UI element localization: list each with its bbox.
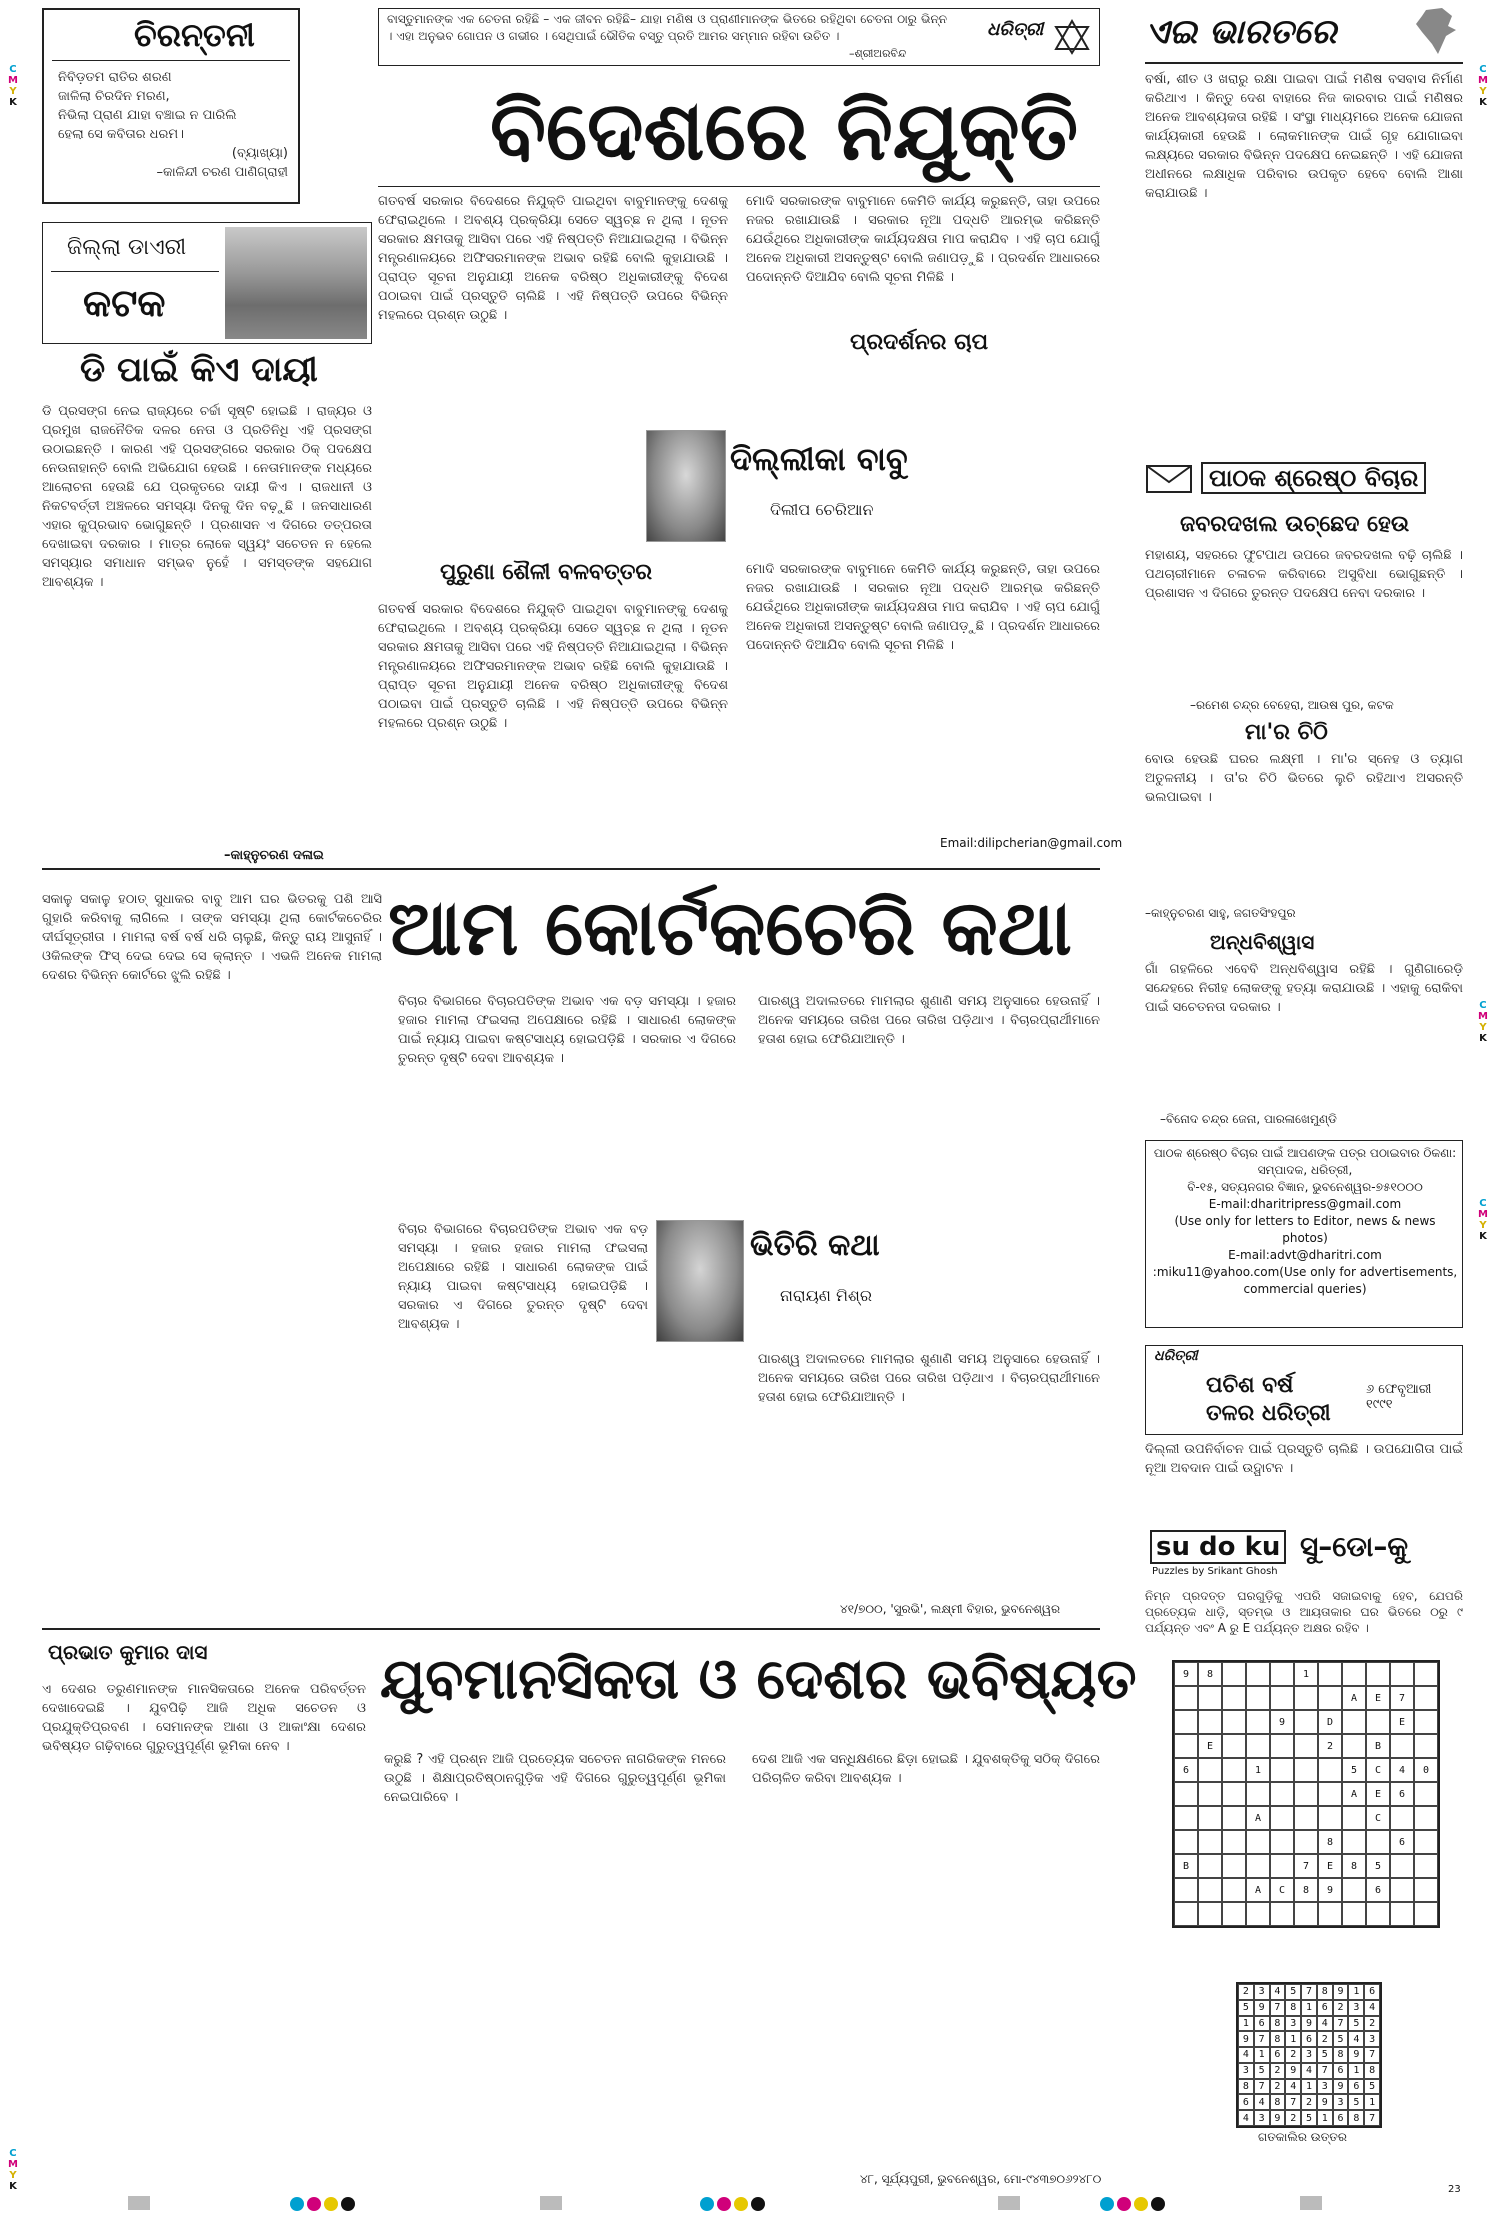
years-title: ପଚିଶ ବର୍ଷ ତଳର ଧରିତ୍ରୀ (1206, 1373, 1331, 1426)
solution-cell: 8 (1270, 2016, 1286, 2032)
article3-byline: ପ୍ରଭାତ କୁମାର ଦାସ (48, 1640, 208, 1664)
sudoku-odia-title: ସୁ–ଡୋ–କୁ (1300, 1530, 1409, 1563)
sudoku-cell[interactable] (1198, 1830, 1222, 1854)
solution-cell: 7 (1301, 1984, 1317, 2000)
sudoku-cell[interactable]: 7 (1390, 1686, 1414, 1710)
sudoku-cell[interactable] (1342, 1878, 1366, 1902)
sudoku-cell[interactable]: A (1342, 1782, 1366, 1806)
solution-cell: 7 (1254, 2031, 1270, 2047)
years-date: ୬ ଫେବୃଆରୀ ୧୯୯୧ (1366, 1382, 1432, 1412)
sudoku-cell[interactable] (1318, 1782, 1342, 1806)
letter2-sign: –କାହ୍ନୁଚରଣ ସାହୁ, ଜଗତସିଂହପୁର (1145, 906, 1296, 920)
solution-cell: 7 (1364, 2047, 1380, 2063)
sudoku-cell[interactable]: E (1318, 1854, 1342, 1878)
letter1-title: ଜବରଦଖଲ ଉଚ୍ଛେଦ ହେଉ (1180, 512, 1410, 537)
solution-cell: 1 (1348, 1984, 1364, 2000)
cmyk-marker: C M Y K (1478, 1000, 1488, 1044)
letter1-sign: –ରମେଶ ଚନ୍ଦ୍ର ବେହେରା, ଆଉଷ ପୁର, କଟକ (1190, 698, 1394, 712)
article2-col3: ପାରଶ୍ୱ ଅଦାଲତରେ ମାମଲାର ଶୁଣାଣି ସମୟ ଅନୁସାରେ ହେଉନାହିଁ । ଅନେକ ସମୟରେ ତାରିଖ ପରେ ତାରିଖ ପଡ଼ିଥାଏ । ବିଚାରପ୍ରାର୍ଥୀମାନେ ହତାଶ ହୋଇ ଫେରିଯାଆନ୍ତି । (758, 994, 1100, 1047)
sudoku-cell[interactable] (1270, 1734, 1294, 1758)
columnist-name: ଦିଲୀପ ଚେରିଆନ (770, 500, 874, 519)
sudoku-cell[interactable] (1174, 1710, 1198, 1734)
sudoku-cell[interactable] (1198, 1686, 1222, 1710)
solution-cell: 4 (1364, 2000, 1380, 2016)
columnist-title: ଦିଲ୍ଲୀକା ବାବୁ (730, 440, 908, 478)
years-ago-box (1145, 1345, 1463, 1435)
poem-line: ନିବିଡ଼ତମ ରାତିର ଶରଣ (58, 70, 172, 85)
solution-cell: 5 (1238, 2000, 1254, 2016)
sudoku-cell[interactable] (1414, 1710, 1438, 1734)
years-text: ଦିଲ୍ଲୀ ଉପନିର୍ବାଚନ ପାଇଁ ପ୍ରସ୍ତୁତି ଚାଲିଛି । ଉପଯୋଗିତା ପାଇଁ ନୂଆ ଅବଦାନ ପାଇଁ ଉଦ୍ଘାଟନ । (1145, 1442, 1463, 1476)
sudoku-cell[interactable]: E (1366, 1782, 1390, 1806)
article1-byline: –କାହ୍ନୁଚରଣ ଦଳାଇ (224, 848, 324, 863)
cmyk-marker: C M Y K (1478, 1198, 1488, 1242)
sudoku-cell[interactable] (1222, 1710, 1246, 1734)
solution-cell: 2 (1270, 2079, 1286, 2095)
pathaka-banner (1145, 460, 1463, 500)
poem-line: ଜାଳିଲା ଚିରଦିନ ମରଣ, (58, 89, 170, 104)
sudoku-cell[interactable]: A (1246, 1878, 1270, 1902)
sudoku-cell[interactable] (1366, 1830, 1390, 1854)
sudoku-cell[interactable] (1414, 1686, 1438, 1710)
solution-cell: 1 (1238, 2016, 1254, 2032)
sudoku-cell[interactable] (1246, 1734, 1270, 1758)
solution-cell: 1 (1254, 2047, 1270, 2063)
sudoku-cell[interactable] (1318, 1806, 1342, 1830)
sudoku-cell[interactable] (1390, 1902, 1414, 1926)
solution-cell: 1 (1348, 2063, 1364, 2079)
solution-cell: 9 (1333, 2079, 1349, 2095)
sudoku-cell[interactable] (1294, 1758, 1318, 1782)
letter3-title: ଅନ୍ଧବିଶ୍ୱାସ (1210, 930, 1315, 954)
solution-cell: 8 (1333, 2047, 1349, 2063)
sudoku-cell[interactable] (1174, 1830, 1198, 1854)
solution-cell: 7 (1333, 2016, 1349, 2032)
solution-cell: 3 (1364, 2031, 1380, 2047)
sudoku-cell[interactable] (1414, 1734, 1438, 1758)
solution-cell: 7 (1317, 2063, 1333, 2079)
sudoku-header (1150, 1530, 1463, 1582)
sudoku-cell[interactable] (1294, 1686, 1318, 1710)
solution-cell: 3 (1254, 1984, 1270, 2000)
solution-cell: 6 (1270, 2047, 1286, 2063)
solution-cell: 2 (1301, 2094, 1317, 2110)
sudoku-cell[interactable] (1342, 1662, 1366, 1686)
solution-cell: 9 (1238, 2031, 1254, 2047)
solution-cell: 9 (1285, 2063, 1301, 2079)
sudoku-cell[interactable]: 6 (1390, 1782, 1414, 1806)
sudoku-cell[interactable] (1174, 1782, 1198, 1806)
article2-headline: ଆମ କୋର୍ଟକଚେରି କଥା (388, 883, 1072, 972)
sudoku-cell[interactable]: E (1390, 1710, 1414, 1734)
sudoku-cell[interactable]: 9 (1174, 1662, 1198, 1686)
solution-cell: 8 (1285, 2000, 1301, 2016)
sudoku-cell[interactable] (1270, 1662, 1294, 1686)
misc-email-link[interactable]: :miku11@yahoo.com(Use only for advertisements, commercial queries) (1152, 1265, 1458, 1296)
solution-cell: 6 (1348, 2079, 1364, 2095)
sudoku-cell[interactable] (1294, 1734, 1318, 1758)
article2-col2-lower: ବିଚାର ବିଭାଗରେ ବିଚାରପତିଙ୍କ ଅଭାବ ଏକ ବଡ଼ ସମସ୍ୟା । ହଜାର ହଜାର ମାମଲା ଫଇସଲା ଅପେକ୍ଷାରେ ରହିଛି । ସାଧାରଣ ଲୋକଙ୍କ ପାଇଁ ନ୍ୟାୟ ପାଇବା କଷ୍ଟସାଧ୍ୟ ହୋଇପଡ଼ିଛି । ସରକାର ଏ ଦିଗରେ ତୁରନ୍ତ ଦୃଷ୍ଟି ଦେବା ଆବଶ୍ୟକ । (398, 1222, 648, 1332)
solution-cell: 1 (1364, 2094, 1380, 2110)
solution-cell: 8 (1270, 2094, 1286, 2110)
sudoku-cell[interactable]: 6 (1390, 1830, 1414, 1854)
cmyk-marker: C M Y K (1478, 64, 1488, 108)
solution-cell: 4 (1270, 1984, 1286, 2000)
solution-cell: 5 (1348, 2016, 1364, 2032)
article2-body-lower: ଗତବର୍ଷ ସରକାର ବିଦେଶରେ ନିଯୁକ୍ତି ପାଇଥିବା ବାବୁମାନଙ୍କୁ ଦେଶକୁ ଫେରାଇଥିଲେ । ଅବଶ୍ୟ ପ୍ରକ୍ରିୟା ସେତେ ସ୍ୱଚ୍ଛ ନ ଥିଲା । ନୂତନ ସରକାର କ୍ଷମତାକୁ ଆସିବା ପରେ ଏହି ନିଷ୍ପତ୍ତି ନିଆଯାଇଥିଲା । ବିଭିନ୍ନ ମନ୍ତ୍ରଣାଳୟରେ ଅଫିସରମାନଙ୍କ ଅଭାବ ରହିଛି ବୋଲି କୁହାଯାଉଛି । ପ୍ରାପ୍ତ ସୂଚନା ଅନୁଯାୟୀ ଅନେକ ବରିଷ୍ଠ ଅଧିକାରୀଙ୍କୁ ବିଦେଶ ପଠାଇବା ପାଇଁ ପ୍ରସ୍ତୁତି ଚାଲିଛି । ଏହି ନିଷ୍ପତ୍ତି ଉପରେ ବିଭିନ୍ନ ମହଲରେ ପ୍ରଶ୍ନ ଉଠୁଛି । (378, 602, 728, 731)
sudoku-cell[interactable] (1414, 1782, 1438, 1806)
sudoku-cell[interactable] (1246, 1686, 1270, 1710)
sudoku-cell[interactable]: E (1198, 1734, 1222, 1758)
poem-author: –କାଳିନ୍ଦୀ ଚରଣ ପାଣିଗ୍ରାହୀ (156, 165, 288, 180)
sudoku-cell[interactable] (1222, 1878, 1246, 1902)
sudoku-cell[interactable] (1390, 1734, 1414, 1758)
sudoku-rules: ନିମ୍ନ ପ୍ରଦତ୍ତ ଘରଗୁଡ଼ିକୁ ଏପରି ସଜାଇବାକୁ ହେବ, ଯେପରି ପ୍ରତ୍ୟେକ ଧାଡ଼ି, ସ୍ତମ୍ଭ ଓ ଆୟତାକାର ଘର ଭିତରେ ୦ରୁ ୯ ପର୍ଯ୍ୟନ୍ତ ଏବଂ A ରୁ E ପର୍ଯ୍ୟନ୍ତ ଅକ୍ଷର ରହିବ । (1145, 1589, 1463, 1635)
sudoku-cell[interactable] (1246, 1662, 1270, 1686)
solution-cell: 4 (1317, 2016, 1333, 2032)
poem-title: ଚିରନ୍ତନୀ (134, 16, 255, 54)
solution-cell: 2 (1333, 2000, 1349, 2016)
solution-cell: 9 (1317, 2094, 1333, 2110)
solution-cell: 4 (1301, 2063, 1317, 2079)
article2-col2: ବିଚାର ବିଭାଗରେ ବିଚାରପତିଙ୍କ ଅଭାବ ଏକ ବଡ଼ ସମସ୍ୟା । ହଜାର ହଜାର ମାମଲା ଫଇସଲା ଅପେକ୍ଷାରେ ରହିଛି । ସାଧାରଣ ଲୋକଙ୍କ ପାଇଁ ନ୍ୟାୟ ପାଇବା କଷ୍ଟସାଧ୍ୟ ହୋଇପଡ଼ିଛି । ସରକାର ଏ ଦିଗରେ ତୁରନ୍ତ ଦୃଷ୍ଟି ଦେବା ଆବଶ୍ୟକ । (398, 994, 736, 1066)
sudoku-cell[interactable] (1414, 1830, 1438, 1854)
sudoku-cell[interactable] (1198, 1806, 1222, 1830)
solution-cell: 4 (1348, 2031, 1364, 2047)
solution-cell: 7 (1285, 2094, 1301, 2110)
sudoku-cell[interactable]: C (1366, 1806, 1390, 1830)
sudoku-cell[interactable] (1270, 1806, 1294, 1830)
solution-cell: 3 (1317, 2079, 1333, 2095)
solution-cell: 7 (1364, 2110, 1380, 2126)
sudoku-cell[interactable] (1342, 1902, 1366, 1926)
sudoku-cell[interactable] (1222, 1902, 1246, 1926)
article2-col1: ସକାଳୁ ସକାଳୁ ହଠାତ୍ ସୁଧାକର ବାବୁ ଆମ ଘର ଭିତରକୁ ପଶି ଆସି ଗୁହାରି କରିବାକୁ ଲାଗିଲେ । ତାଙ୍କ ସମସ୍ୟା ଥିଲା କୋର୍ଟକଚେରିର ଦୀର୍ଘସୂତ୍ରୀତା । ମାମଲା ବର୍ଷ ବର୍ଷ ଧରି ଚାଲୁଛି, କିନ୍ତୁ ରାୟ ଆସୁନାହିଁ । ଓକିଲଙ୍କ ଫିସ୍ ଦେଇ ଦେଇ ସେ କ୍ଲାନ୍ତ । ଏଭଳି ଅନେକ ମାମଲା ଦେଶର ବିଭିନ୍ନ କୋର୍ଟରେ ଝୁଲି ରହିଛି । (42, 892, 382, 983)
editor-email-note: (Use only for letters to Editor, news & news photos) (1174, 1214, 1436, 1245)
poem-box (42, 8, 300, 204)
sudoku-cell[interactable] (1342, 1734, 1366, 1758)
solution-cell: 6 (1301, 2031, 1317, 2047)
solution-cell: 6 (1238, 2094, 1254, 2110)
article1-body: ଡି ପ୍ରସଙ୍ଗ ନେଇ ରାଜ୍ୟରେ ଚର୍ଚ୍ଚା ସୃଷ୍ଟି ହୋଇଛି । ରାଜ୍ୟର ଓ ପ୍ରମୁଖ ରାଜନୈତିକ ଦଳର ନେତା ଓ ପ୍ରତିନିଧି ଏହି ପ୍ରସଙ୍ଗ ଉଠାଇଛନ୍ତି । କାରଣ ଏହି ପ୍ରସଙ୍ଗରେ ସରକାର ଠିକ୍ ପଦକ୍ଷେପ ନେଉନାହାନ୍ତି ବୋଲି ଅଭିଯୋଗ ହେଉଛି । ନେତାମାନଙ୍କ ମଧ୍ୟରେ ଆଲୋଚନା ହେଉଛି ଯେ ପ୍ରକୃତରେ ଦାୟୀ କିଏ । ରାଜଧାନୀ ଓ ନିକଟବର୍ତ୍ତୀ ଅଞ୍ଚଳରେ ସମସ୍ୟା ଦିନକୁ ଦିନ ବଢ଼ୁଛି । ଜନସାଧାରଣ ଏହାର କୁପ୍ରଭାବ ଭୋଗୁଛନ୍ତି । ପ୍ରଶାସନ ଏ ଦିଗରେ ତତ୍ପରତା ଦେଖାଇବା ଦରକାର । ମାତ୍ର ଲୋକେ ସ୍ୱୟଂ ସଚେତନ ନ ହେଲେ ସମସ୍ୟାର ସମାଧାନ ସମ୍ଭବ ନୁହେଁ । ସମସ୍ତଙ୍କ ସହଯୋଗ ଆବଶ୍ୟକ । (42, 404, 372, 590)
solution-cell: 5 (1317, 2047, 1333, 2063)
sudoku-cell[interactable] (1390, 1662, 1414, 1686)
solution-cell: 9 (1301, 2016, 1317, 2032)
cmyk-marker: C M Y K (8, 64, 18, 108)
solution-cell: 9 (1254, 2000, 1270, 2016)
sudoku-cell[interactable] (1246, 1830, 1270, 1854)
sudoku-cell[interactable]: 7 (1294, 1854, 1318, 1878)
solution-cell: 2 (1270, 2063, 1286, 2079)
sudoku-title: su do ku (1150, 1530, 1286, 1564)
solution-cell: 6 (1317, 2000, 1333, 2016)
solution-cell: 3 (1238, 2063, 1254, 2079)
address-line: ସମ୍ପାଦକ, ଧରିତ୍ରୀ, (1257, 1163, 1353, 1177)
sudoku-cell[interactable] (1174, 1686, 1198, 1710)
article2-address: ୪୧/୭୦୦, 'ସୁରଭି', ଲକ୍ଷ୍ମୀ ବିହାର, ଭୁବନେଶ୍ୱର (840, 1602, 1061, 1616)
solution-cell: 8 (1348, 2110, 1364, 2126)
sudoku-cell[interactable]: A (1246, 1806, 1270, 1830)
sudoku-cell[interactable] (1294, 1710, 1318, 1734)
sudoku-cell[interactable]: 9 (1270, 1710, 1294, 1734)
solution-cell: 2 (1238, 1984, 1254, 2000)
sudoku-cell[interactable]: A (1342, 1686, 1366, 1710)
sudoku-cell[interactable] (1246, 1902, 1270, 1926)
solution-cell: 5 (1254, 2063, 1270, 2079)
solution-cell: 4 (1238, 2110, 1254, 2126)
sudoku-cell[interactable] (1174, 1806, 1198, 1830)
sudoku-cell[interactable] (1222, 1854, 1246, 1878)
solution-cell: 8 (1317, 1984, 1333, 2000)
letter3-sign: –ବିନୋଦ ଚନ୍ଦ୍ର ଜେନା, ପାରଳାଖେମୁଣ୍ଡି (1160, 1112, 1337, 1126)
letter3-body: ଗାଁ ଗହଳିରେ ଏବେବି ଅନ୍ଧବିଶ୍ୱାସ ରହିଛି । ଗୁଣିଗାରେଡ଼ି ସନ୍ଦେହରେ ନିରୀହ ଲୋକଙ୍କୁ ହତ୍ୟା କରାଯାଉଛି । ଏହାକୁ ରୋକିବା ପାଇଁ ସଚେତନତା ଦରକାର । (1145, 962, 1463, 1015)
editor-email-link[interactable]: E-mail:dharitripress@gmail.com (1208, 1197, 1402, 1211)
sudoku-cell[interactable] (1270, 1830, 1294, 1854)
sudoku-cell[interactable] (1222, 1734, 1246, 1758)
poem-line: ନିଭିଲା ପ୍ରାଣ ଯାହା ବଞ୍ଚାଇ ନ ପାରିଲି (58, 108, 237, 123)
sudoku-cell[interactable]: D (1318, 1710, 1342, 1734)
article3-address: ୪୮, ସୂର୍ଯ୍ୟପୁରୀ, ଭୁବନେଶ୍ୱର, ମୋ-୯୪୩୭୦୬୨୪୮୦ (860, 2172, 1102, 2186)
poem-note: (ବ୍ୟାଖ୍ୟା) (231, 146, 288, 161)
diary-place: କଟକ (83, 281, 166, 325)
sudoku-solution-grid (1236, 1982, 1382, 2128)
solution-cell: 7 (1270, 2000, 1286, 2016)
sudoku-cell[interactable] (1198, 1854, 1222, 1878)
sudoku-cell[interactable] (1414, 1902, 1438, 1926)
solution-cell: 5 (1285, 1984, 1301, 2000)
subhead-purunaa: ପୁରୁଣା ଶୈଳୀ ବଳବତ୍ତର (440, 560, 653, 585)
sudoku-cell[interactable]: 1 (1246, 1758, 1270, 1782)
sudoku-cell[interactable] (1270, 1686, 1294, 1710)
address-box (1145, 1140, 1463, 1328)
sudoku-cell[interactable]: 8 (1342, 1854, 1366, 1878)
sudoku-cell[interactable] (1174, 1902, 1198, 1926)
subhead-pradarshan: ପ୍ରଦର୍ଶନର ଚାପ (850, 330, 989, 355)
sudoku-cell[interactable] (1414, 1806, 1438, 1830)
page-number: 23 (1448, 2184, 1461, 2195)
sudoku-cell[interactable] (1222, 1686, 1246, 1710)
sudoku-cell[interactable] (1222, 1758, 1246, 1782)
solution-label: ଗତକାଲିର ଉତ୍ତର (1258, 2130, 1347, 2144)
sudoku-cell[interactable] (1414, 1854, 1438, 1878)
article3-col1: ଏ ଦେଶର ତରୁଣମାନଙ୍କ ମାନସିକତାରେ ଅନେକ ପରିବର୍ତ୍ତନ ଦେଖାଦେଇଛି । ଯୁବପିଢ଼ି ଆଜି ଅଧିକ ସଚେତନ ଓ ପ୍ରଯୁକ୍ତିପ୍ରବଣ । ସେମାନଙ୍କ ଆଶା ଓ ଆକାଂକ୍ଷା ଦେଶର ଭବିଷ୍ୟତ ଗଢ଼ିବାରେ ଗୁରୁତ୍ୱପୂର୍ଣ୍ଣ ଭୂମିକା ନେବ । (42, 1682, 366, 1754)
sudoku-cell[interactable] (1390, 1806, 1414, 1830)
color-dots (700, 2196, 768, 2215)
solution-cell: 8 (1270, 2031, 1286, 2047)
sudoku-cell[interactable] (1246, 1782, 1270, 1806)
solution-cell: 6 (1364, 1984, 1380, 2000)
sudoku-cell[interactable]: 5 (1366, 1854, 1390, 1878)
solution-cell: 5 (1333, 2031, 1349, 2047)
solution-cell: 8 (1364, 2063, 1380, 2079)
column2-photo (656, 1220, 744, 1342)
solution-cell: 9 (1348, 2047, 1364, 2063)
sudoku-cell[interactable] (1198, 1878, 1222, 1902)
solution-cell: 4 (1285, 2079, 1301, 2095)
letter1-body: ମହାଶୟ, ସହରରେ ଫୁଟପାଥ ଉପରେ ଜବରଦଖଲ ବଢ଼ି ଚାଲିଛି । ପଥଚାରୀମାନେ ଚଳାଚଳ କରିବାରେ ଅସୁବିଧା ଭୋଗୁଛନ୍ତି । ପ୍ରଶାସନ ଏ ଦିଗରେ ତୁରନ୍ତ ପଦକ୍ଷେପ ନେବା ଦରକାର । (1145, 548, 1463, 601)
solution-cell: 3 (1348, 2000, 1364, 2016)
solution-cell: 6 (1254, 2016, 1270, 2032)
sudoku-cell[interactable] (1342, 1830, 1366, 1854)
sudoku-cell[interactable] (1414, 1878, 1438, 1902)
solution-cell: 9 (1333, 1984, 1349, 2000)
sudoku-cell[interactable] (1270, 1854, 1294, 1878)
sudoku-cell[interactable]: 1 (1294, 1662, 1318, 1686)
quote-text: ବାସ୍ତୁମାନଙ୍କ ଏକ ଚେତନା ରହିଛି – ଏକ ଜୀବନ ରହିଛି– ଯାହା ମଣିଷ ଓ ପ୍ରାଣୀମାନଙ୍କ ଭିତରେ ରହିଥିବା ଚେତନା ଠାରୁ ଭିନ୍ନ । ଏହା ଅନୁଭବ ଗୋପନ ଓ ଗଭୀର । ସେଥିପାଇଁ ଭୌତିକ ବସ୍ତୁ ପ୍ରତି ଆମର ସମ୍ମାନ ରହିବା ଉଚିତ । (387, 12, 947, 43)
sudoku-cell[interactable] (1366, 1902, 1390, 1926)
dharitri-logo: ଧରିତ୍ରୀ (987, 19, 1044, 40)
sudoku-cell[interactable] (1294, 1782, 1318, 1806)
sudoku-cell[interactable] (1222, 1806, 1246, 1830)
solution-cell: 2 (1285, 2110, 1301, 2126)
sudoku-cell[interactable] (1198, 1758, 1222, 1782)
sudoku-cell[interactable] (1294, 1830, 1318, 1854)
column2-name: ନାରାୟଣ ମିଶ୍ର (780, 1286, 872, 1305)
solution-cell: 7 (1254, 2079, 1270, 2095)
years-logo: ଧରିତ୍ରୀ (1154, 1348, 1198, 1364)
sudoku-cell[interactable] (1174, 1734, 1198, 1758)
sudoku-cell[interactable] (1366, 1710, 1390, 1734)
sudoku-cell[interactable] (1222, 1782, 1246, 1806)
sudoku-cell[interactable] (1174, 1878, 1198, 1902)
solution-cell: 3 (1254, 2110, 1270, 2126)
sudoku-cell[interactable] (1318, 1902, 1342, 1926)
sudoku-cell[interactable]: B (1366, 1734, 1390, 1758)
column2-title: ଭିତିରି କଥା (750, 1228, 880, 1263)
article2-col3-lower: ପାରଶ୍ୱ ଅଦାଲତରେ ମାମଲାର ଶୁଣାଣି ସମୟ ଅନୁସାରେ ହେଉନାହିଁ । ଅନେକ ସମୟରେ ତାରିଖ ପରେ ତାରିଖ ପଡ଼ିଥାଏ । ବିଚାରପ୍ରାର୍ଥୀମାନେ ହତାଶ ହୋଇ ଫେରିଯାଆନ୍ତି । (758, 1352, 1100, 1405)
article2-body-right: ମୋଦି ସରକାରଙ୍କ ବାବୁମାନେ କେମିତି କାର୍ଯ୍ୟ କରୁଛନ୍ତି, ତାହା ଉପରେ ନଜର ରଖାଯାଉଛି । ସରକାର ନୂଆ ପଦ୍ଧତି ଆରମ୍ଭ କରିଛନ୍ତି ଯେଉଁଥିରେ ଅଧିକାରୀଙ୍କ କାର୍ଯ୍ୟଦକ୍ଷତା ମାପ କରାଯିବ । ଏହି ଚାପ ଯୋଗୁଁ ଅନେକ ଅଧିକାରୀ ଅସନ୍ତୁଷ୍ଟ ବୋଲି ଜଣାପଡ଼ୁଛି । ପ୍ରଦର୍ଶନ ଆଧାରରେ ପଦୋନ୍ନତି ଦିଆଯିବ ବୋଲି ସୂଚନା ମିଳିଛି । (746, 562, 1100, 653)
sudoku-cell[interactable] (1390, 1878, 1414, 1902)
sudoku-cell[interactable]: C (1270, 1878, 1294, 1902)
sudoku-grid[interactable] (1172, 1660, 1440, 1928)
article3-col3: ଦେଶ ଆଜି ଏକ ସନ୍ଧିକ୍ଷଣରେ ଛିଡ଼ା ହୋଇଛି । ଯୁବଶକ୍ତିକୁ ସଠିକ୍ ଦିଗରେ ପରିଚାଳିତ କରିବା ଆବଶ୍ୟକ । (752, 1752, 1100, 1786)
article-headline-main: ବିଦେଶରେ ନିଯୁକ୍ତି (490, 84, 1079, 179)
article2b-body: ମୋଦି ସରକାରଙ୍କ ବାବୁମାନେ କେମିତି କାର୍ଯ୍ୟ କରୁଛନ୍ତି, ତାହା ଉପରେ ନଜର ରଖାଯାଉଛି । ସରକାର ନୂଆ ପଦ୍ଧତି ଆରମ୍ଭ କରିଛନ୍ତି ଯେଉଁଥିରେ ଅଧିକାରୀଙ୍କ କାର୍ଯ୍ୟଦକ୍ଷତା ମାପ କରାଯିବ । ଏହି ଚାପ ଯୋଗୁଁ ଅନେକ ଅଧିକାରୀ ଅସନ୍ତୁଷ୍ଟ ବୋଲି ଜଣାପଡ଼ୁଛି । ପ୍ରଦର୍ଶନ ଆଧାରରେ ପଦୋନ୍ନତି ଦିଆଯିବ ବୋଲି ସୂଚନା ମିଳିଛି । (746, 194, 1100, 285)
sudoku-cell[interactable]: E (1366, 1686, 1390, 1710)
ei-bharatare-header: ଏଇ ଭାରତରେ (1145, 12, 1337, 52)
sudoku-cell[interactable] (1246, 1710, 1270, 1734)
sudoku-cell[interactable]: 2 (1318, 1734, 1342, 1758)
quote-author: –ଶ୍ରୀଅରବିନ୍ଦ (849, 47, 907, 60)
solution-cell: 6 (1333, 2110, 1349, 2126)
solution-cell: 1 (1317, 2110, 1333, 2126)
sudoku-cell[interactable] (1222, 1662, 1246, 1686)
solution-cell: 2 (1317, 2031, 1333, 2047)
poem-line: ହେଲା ସେ କବିତାର ଧରମ। (58, 127, 184, 142)
fort-photo (225, 227, 367, 339)
sudoku-cell[interactable]: 5 (1342, 1758, 1366, 1782)
solution-cell: 6 (1333, 2063, 1349, 2079)
sudoku-cell[interactable] (1294, 1806, 1318, 1830)
sudoku-cell[interactable] (1270, 1782, 1294, 1806)
quote-box (378, 8, 1100, 66)
sudoku-cell[interactable] (1222, 1830, 1246, 1854)
solution-cell: 8 (1238, 2079, 1254, 2095)
solution-cell: 4 (1238, 2047, 1254, 2063)
sudoku-cell[interactable] (1198, 1782, 1222, 1806)
article2a-body: ଗତବର୍ଷ ସରକାର ବିଦେଶରେ ନିଯୁକ୍ତି ପାଇଥିବା ବାବୁମାନଙ୍କୁ ଦେଶକୁ ଫେରାଇଥିଲେ । ଅବଶ୍ୟ ପ୍ରକ୍ରିୟା ସେତେ ସ୍ୱଚ୍ଛ ନ ଥିଲା । ନୂତନ ସରକାର କ୍ଷମତାକୁ ଆସିବା ପରେ ଏହି ନିଷ୍ପତ୍ତି ନିଆଯାଇଥିଲା । ବିଭିନ୍ନ ମନ୍ତ୍ରଣାଳୟରେ ଅଫିସରମାନଙ୍କ ଅଭାବ ରହିଛି ବୋଲି କୁହାଯାଉଛି । ପ୍ରାପ୍ତ ସୂଚନା ଅନୁଯାୟୀ ଅନେକ ବରିଷ୍ଠ ଅଧିକାରୀଙ୍କୁ ବିଦେଶ ପଠାଇବା ପାଇଁ ପ୍ରସ୍ତୁତି ଚାଲିଛି । ଏହି ନିଷ୍ପତ୍ତି ଉପରେ ବିଭିନ୍ନ ମହଲରେ ପ୍ରଶ୍ନ ଉଠୁଛି । (378, 194, 728, 323)
sudoku-cell[interactable]: 8 (1294, 1878, 1318, 1902)
sudoku-cell[interactable]: C (1366, 1758, 1390, 1782)
sudoku-cell[interactable]: 4 (1390, 1758, 1414, 1782)
sudoku-cell[interactable] (1342, 1806, 1366, 1830)
sudoku-cell[interactable]: B (1174, 1854, 1198, 1878)
solution-cell: 5 (1348, 2094, 1364, 2110)
solution-cell: 1 (1301, 2000, 1317, 2016)
solution-cell: 9 (1270, 2110, 1286, 2126)
sudoku-cell[interactable] (1294, 1902, 1318, 1926)
article3-col2: କରୁଛି ? ଏହି ପ୍ରଶ୍ନ ଆଜି ପ୍ରତ୍ୟେକ ସଚେତନ ନାଗରିକଙ୍କ ମନରେ ଉଠୁଛି । ଶିକ୍ଷାପ୍ରତିଷ୍ଠାନଗୁଡ଼ିକ ଏହି ଦିଗରେ ଗୁରୁତ୍ୱପୂର୍ଣ୍ଣ ଭୂମିକା ନେଇପାରିବେ । (384, 1752, 726, 1805)
adv-email-link[interactable]: E-mail:advt@dharitri.com (1228, 1248, 1382, 1262)
solution-cell: 5 (1301, 2110, 1317, 2126)
solution-cell: 5 (1364, 2079, 1380, 2095)
solution-cell: 1 (1285, 2031, 1301, 2047)
article1-headline: ଡି ପାଇଁ କିଏ ଦାୟୀ (80, 350, 318, 390)
india-map-icon (1412, 6, 1460, 58)
cmyk-marker: C M Y K (8, 2148, 18, 2192)
sudoku-cell[interactable] (1198, 1902, 1222, 1926)
sudoku-cell[interactable] (1318, 1662, 1342, 1686)
solution-cell: 2 (1364, 2016, 1380, 2032)
sudoku-cell[interactable] (1318, 1758, 1342, 1782)
solution-cell: 2 (1285, 2047, 1301, 2063)
sudoku-cell[interactable] (1342, 1710, 1366, 1734)
columnist-email: Email:dilipcherian@gmail.com (940, 836, 1123, 850)
sudoku-cell[interactable]: 8 (1318, 1830, 1342, 1854)
solution-cell: 3 (1301, 2047, 1317, 2063)
sudoku-credit: Puzzles by Srikant Ghosh (1152, 1566, 1278, 1577)
color-dots (290, 2196, 358, 2215)
sudoku-cell[interactable] (1318, 1686, 1342, 1710)
sudoku-cell[interactable] (1366, 1662, 1390, 1686)
letter2-title: ମା'ର ଚିଠି (1245, 720, 1328, 745)
sudoku-cell[interactable] (1270, 1758, 1294, 1782)
solution-cell: 3 (1333, 2094, 1349, 2110)
solution-cell: 3 (1285, 2016, 1301, 2032)
address-line: ବି-୧୫, ସତ୍ୟନଗର ବିଜ୍ଞାନ, ଭୁବନେଶ୍ୱର-୭୫୧୦୦୦ (1187, 1180, 1423, 1194)
address-line: ପାଠକ ଶ୍ରେଷ୍ଠ ବିଚାର ପାଇଁ ଆପଣଙ୍କ ପତ୍ର ପଠାଇବାର ଠିକଣା: (1153, 1146, 1457, 1160)
solution-cell: 4 (1254, 2094, 1270, 2110)
letter2-body: ବୋଉ ହେଉଛି ଘରର ଲକ୍ଷ୍ମୀ । ମା'ର ସ୍ନେହ ଓ ତ୍ୟାଗ ଅତୁଳନୀୟ । ତା'ର ଚିଠି ଭିତରେ ଲୁଚି ରହିଥାଏ ଅସରନ୍ତି ଭଲପାଇବା । (1145, 752, 1463, 805)
envelope-icon (1145, 462, 1195, 496)
sudoku-cell[interactable]: 6 (1366, 1878, 1390, 1902)
sudoku-cell[interactable]: 6 (1174, 1758, 1198, 1782)
columnist-photo (646, 430, 726, 542)
solution-cell: 1 (1301, 2079, 1317, 2095)
article3-headline: ଯୁବମାନସିକତା ଓ ଦେଶର ଭବିଷ୍ୟତ (380, 1647, 1137, 1712)
sudoku-cell[interactable]: 9 (1318, 1878, 1342, 1902)
diary-label: ଜିଲ୍ଲା ଡାଏରୀ (67, 235, 187, 260)
sudoku-cell[interactable]: 0 (1414, 1758, 1438, 1782)
sudoku-cell[interactable] (1246, 1854, 1270, 1878)
district-diary-box (42, 222, 372, 344)
sudoku-cell[interactable] (1414, 1662, 1438, 1686)
sudoku-cell[interactable] (1390, 1854, 1414, 1878)
sudoku-cell[interactable] (1198, 1710, 1222, 1734)
sudoku-cell[interactable] (1270, 1902, 1294, 1926)
star-emblem-icon (1051, 17, 1093, 57)
color-dots (1100, 2196, 1168, 2215)
pathaka-title: ପାଠକ ଶ୍ରେଷ୍ଠ ବିଚାର (1201, 462, 1426, 494)
sudoku-cell[interactable]: 8 (1198, 1662, 1222, 1686)
ei-bharatare-body: ବର୍ଷା, ଶୀତ ଓ ଖରାରୁ ରକ୍ଷା ପାଇବା ପାଇଁ ମଣିଷ ବସବାସ ନିର୍ମାଣ କରିଥାଏ । କିନ୍ତୁ ଦେଶ ବାହାରେ ନିଜ କାରବାର ପାଇଁ ମଣିଷର ଅନେକ ଆବଶ୍ୟକତା ରହିଛି । ସଂସ୍ଥା ମାଧ୍ୟମରେ ଅନେକ ଯୋଜନା କାର୍ଯ୍ୟକାରୀ ହେଉଛି । ଲୋକମାନଙ୍କ ପାଇଁ ଗୃହ ଯୋଗାଇବା ଲକ୍ଷ୍ୟରେ ସରକାର ବିଭିନ୍ନ ପଦକ୍ଷେପ ନେଇଛନ୍ତି । ଏହି ଯୋଜନା ଅଧୀନରେ ଲକ୍ଷାଧିକ ପରିବାର ଉପକୃତ ହେବେ ବୋଲି ଆଶା କରାଯାଉଛି । (1145, 72, 1463, 201)
